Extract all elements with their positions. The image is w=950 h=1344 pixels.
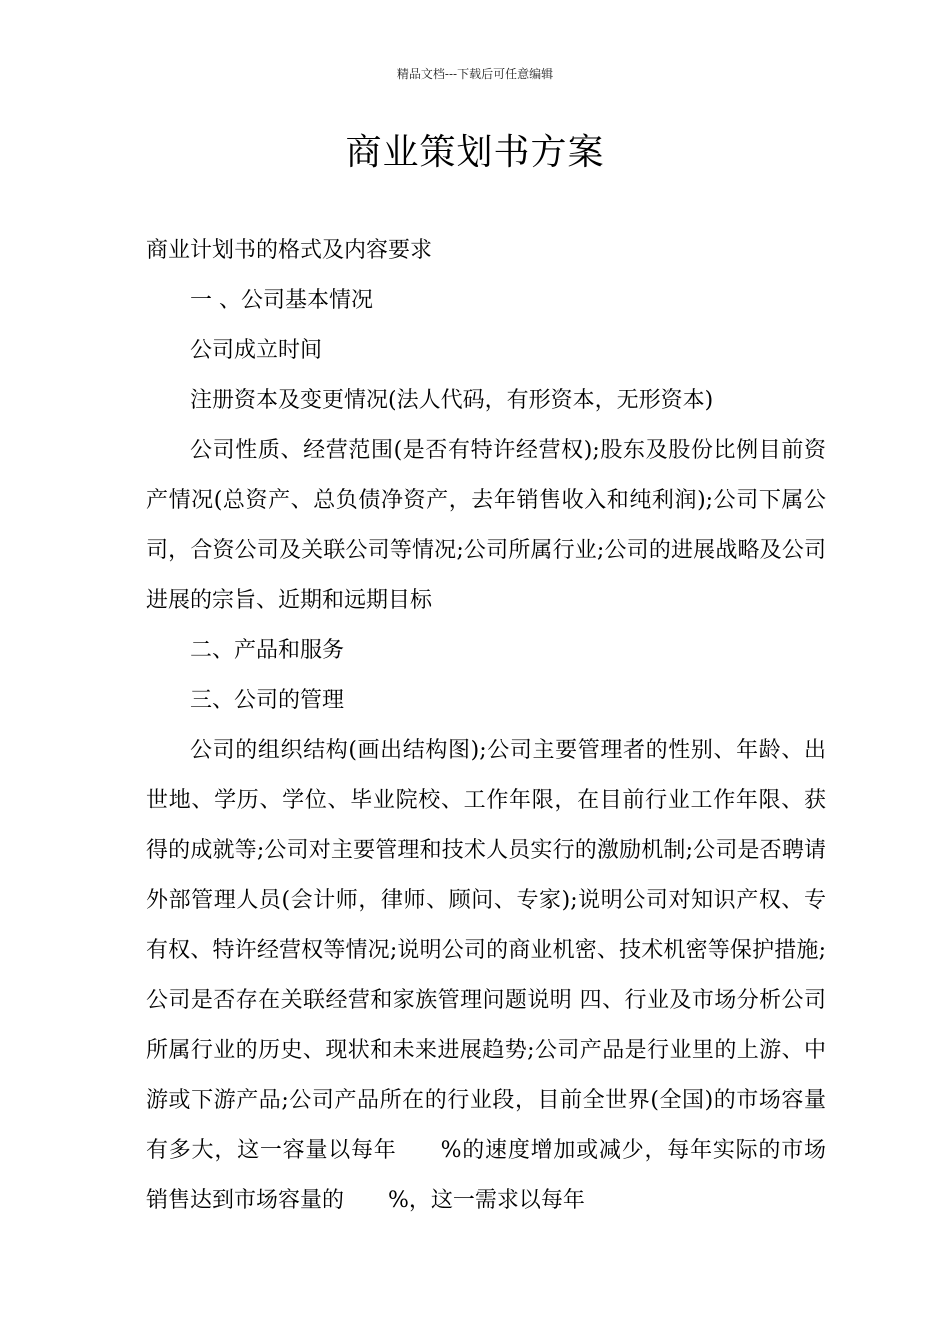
- document-title: 商业策划书方案: [345, 132, 605, 173]
- paragraph-demand-text: %，这一需求以每年: [388, 1188, 585, 1213]
- paragraph-founding-time: 公司成立时间: [190, 338, 323, 363]
- paragraph-management-details: [146, 726, 826, 1226]
- paragraph-company-nature: 公司性质、经营范围(是否有特许经营权);股东及股份比例目前资产情况(总资产、总负债净资产，去年销售收入和纯利润);公司下属公司，合资公司及关联公司等情况;公司所属行业;公司的进展战略及公司进展的宗旨、近期和远期目标: [146, 438, 826, 613]
- document-body: [146, 226, 826, 1226]
- paragraph-format-heading: 商业计划书的格式及内容要求: [146, 238, 433, 263]
- section-heading-products-services: 二、产品和服务: [190, 638, 345, 663]
- paragraph-registered-capital: 注册资本及变更情况(法人代码，有形资本，无形资本): [190, 388, 714, 413]
- section-heading-management: 三、公司的管理: [190, 688, 345, 713]
- paragraph-market-growth-text: %的速度增加或减少，每年实际的市场销售达到市场容量的: [146, 1138, 826, 1213]
- section-heading-company-basics: 一 、公司基本情况: [190, 288, 373, 313]
- page-header-note: 精品文档---下载后可任意编辑: [396, 67, 554, 81]
- paragraph-management-text: 公司的组织结构(画出结构图);公司主要管理者的性别、年龄、出世地、学历、学位、毕业院校、工作年限，在目前行业工作年限、获得的成就等;公司对主要管理和技术人员实行的激励机制;公司是否聘请外部管理人员(会计师，律师、顾问、专家);说明公司对知识产权、专有权、特许经营权等情况;说明公司的商业机密、技术机密等保护措施;公司是否存在关联经营和家族管理问题说明 四、行业及市场分析公司所属行业的历史、现状和未来进展趋势;公司产品是行业里的上游、中游或下游产品;公司产品所在的行业段，目前全世界(全国)的市场容量有多大，这一容量以每年: [146, 738, 826, 1163]
